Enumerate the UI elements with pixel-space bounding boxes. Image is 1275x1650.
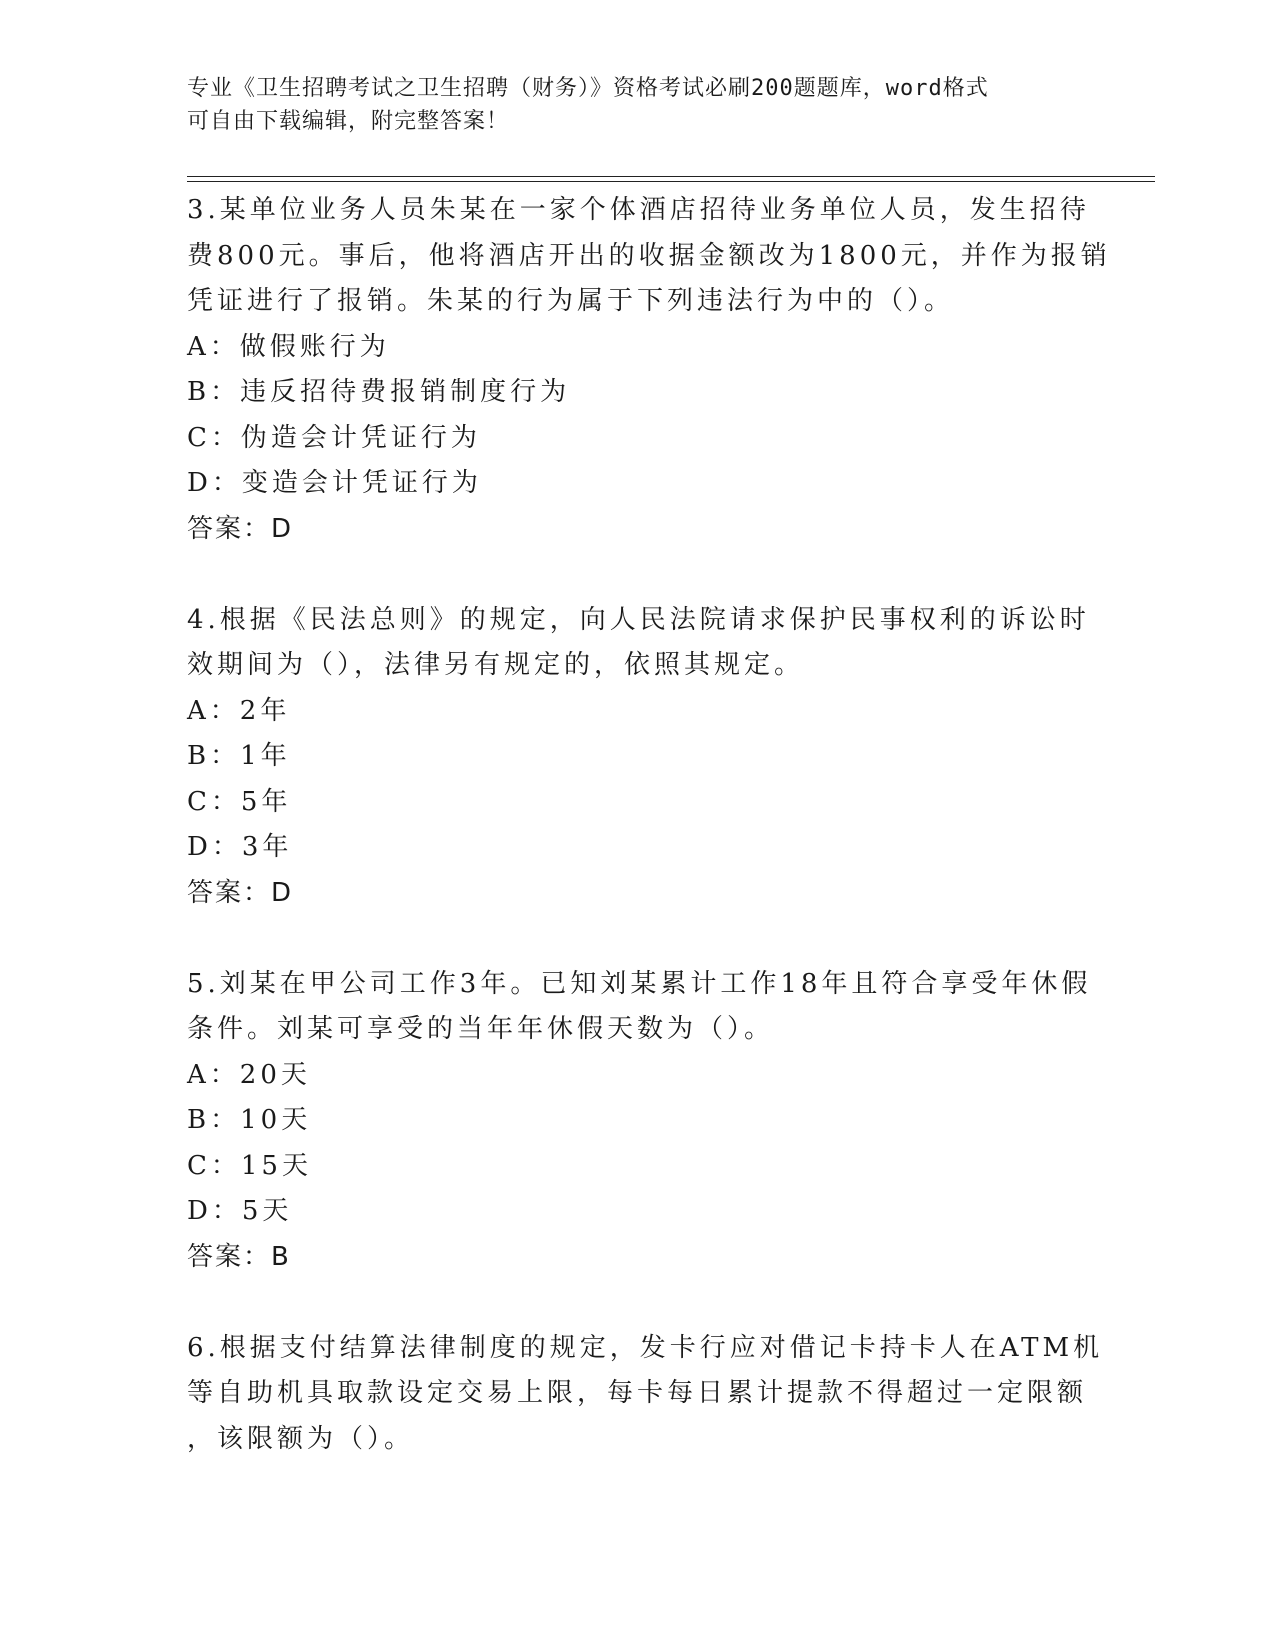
document-header xyxy=(187,72,1087,138)
question-text-line: 费800元。事后，他将酒店开出的收据金额改为1800元，并作为报销 xyxy=(187,240,1111,271)
option-a: A：做假账行为 xyxy=(187,331,390,362)
question-text-line: 5.刘某在甲公司工作3年。已知刘某累计工作18年且符合享受年休假 xyxy=(187,968,1092,999)
option-b: B：违反招待费报销制度行为 xyxy=(187,377,571,407)
question-text-line: 效期间为（），法律另有规定的，依照其规定。 xyxy=(187,650,805,680)
header-line-1: 专业《卫生招聘考试之卫生招聘（财务）》资格考试必刷200题题库，word格式 xyxy=(187,76,989,101)
question-text-line: ，该限额为（）。 xyxy=(187,1423,415,1454)
option-c: C：伪造会计凭证行为 xyxy=(187,422,481,453)
question-4 xyxy=(187,598,1090,917)
spacer xyxy=(187,1280,1087,1326)
spacer xyxy=(187,552,1087,598)
question-text-line: 凭证进行了报销。朱某的行为属于下列违法行为中的（）。 xyxy=(187,286,955,316)
question-text-line: 3.某单位业务人员朱某在一家个体酒店招待业务单位人员，发生招待 xyxy=(187,195,1090,225)
header-divider-bottom xyxy=(187,181,1155,182)
option-a: A：2年 xyxy=(187,695,291,726)
answer: 答案：B xyxy=(187,1241,291,1272)
option-d: D：3年 xyxy=(187,832,293,862)
option-a: A：20天 xyxy=(187,1059,311,1090)
question-6 xyxy=(187,1326,1104,1463)
question-text-line: 等自助机具取款设定交易上限，每卡每日累计提款不得超过一定限额 xyxy=(187,1378,1088,1408)
option-d: D：5天 xyxy=(187,1196,293,1226)
question-text-line: 条件。刘某可享受的当年年休假天数为（）。 xyxy=(187,1014,775,1044)
option-d: D：变造会计凭证行为 xyxy=(187,468,482,498)
question-text-line: 4.根据《民法总则》的规定，向人民法院请求保护民事权利的诉讼时 xyxy=(187,604,1090,635)
spacer xyxy=(187,916,1087,962)
option-b: B：10天 xyxy=(187,1105,312,1135)
header-divider-top xyxy=(187,176,1155,177)
answer: 答案：D xyxy=(187,877,294,908)
question-text-line: 6.根据支付结算法律制度的规定，发卡行应对借记卡持卡人在ATM机 xyxy=(187,1332,1104,1363)
option-c: C：15天 xyxy=(187,1150,312,1181)
question-list xyxy=(187,188,1111,1462)
option-c: C：5年 xyxy=(187,786,292,817)
answer: 答案：D xyxy=(187,513,294,544)
question-5 xyxy=(187,962,1092,1281)
header-line-2: 可自由下载编辑，附完整答案！ xyxy=(187,109,510,134)
option-b: B：1年 xyxy=(187,741,291,771)
question-3 xyxy=(187,188,1111,552)
